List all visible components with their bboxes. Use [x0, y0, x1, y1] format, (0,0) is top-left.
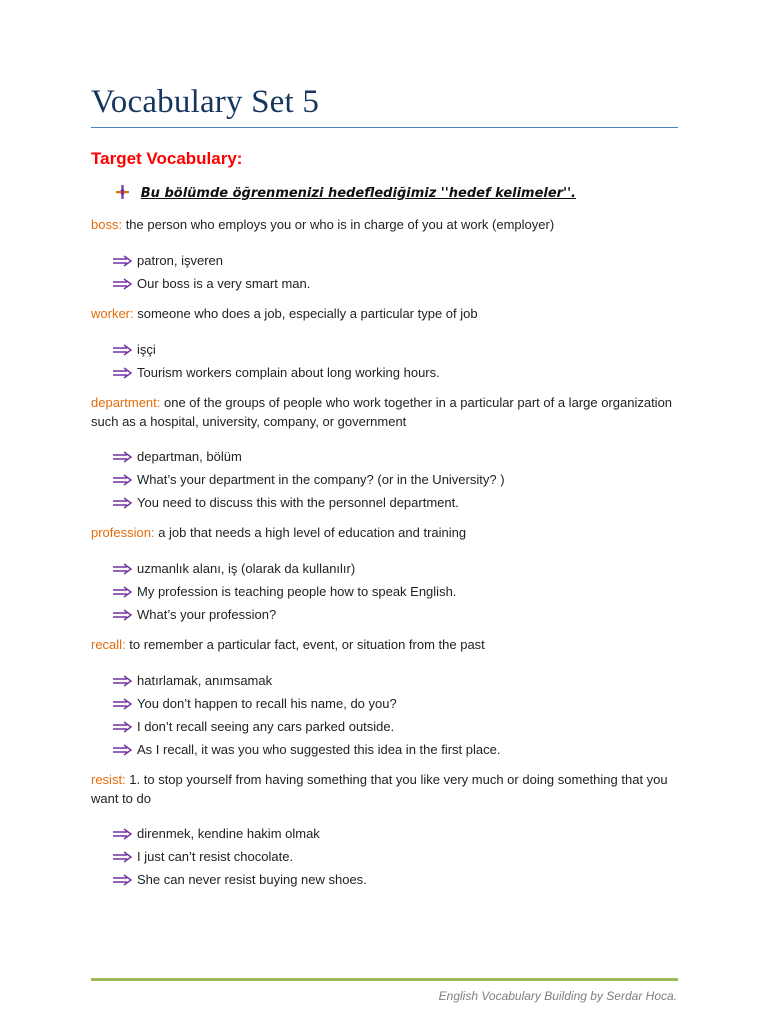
entry-term: profession:: [91, 525, 155, 540]
intro-text: Bu bölümde öğrenmenizi hedeflediğimiz ''hedef kelimeler''.: [140, 186, 576, 201]
vocabulary-list: [91, 215, 681, 891]
list-item: Tourism workers complain about long working hours.: [113, 361, 681, 384]
page-title: Vocabulary Set 5: [91, 84, 320, 120]
list-item: I don’t recall seeing any cars parked outside.: [113, 715, 681, 738]
entry-definition: [91, 523, 681, 542]
double-arrow-icon: [113, 251, 133, 274]
entry-definition-text: the person who employs you or who is in charge of you at work (employer): [122, 217, 555, 232]
double-arrow-icon: [113, 694, 133, 717]
list-item: What’s your department in the company? (or in the University? ): [113, 468, 681, 491]
double-arrow-icon: [113, 671, 133, 694]
section-heading: Target Vocabulary:: [91, 149, 243, 168]
footer-text: English Vocabulary Building by Serdar Hoca.: [438, 989, 677, 1003]
example-list: [91, 445, 681, 514]
example-list: [91, 338, 681, 384]
entry-term: resist:: [91, 772, 126, 787]
vocabulary-entry-recall: [91, 635, 681, 761]
list-item: uzmanlık alanı, iş (olarak da kullanılır): [113, 557, 681, 580]
entry-definition-text: to remember a particular fact, event, or situation from the past: [125, 637, 485, 652]
double-arrow-icon: [113, 870, 133, 893]
double-arrow-icon: [113, 740, 133, 763]
list-item: I just can’t resist chocolate.: [113, 845, 681, 868]
list-item: As I recall, it was you who suggested this idea in the first place.: [113, 738, 681, 761]
list-item: What’s your profession?: [113, 603, 681, 626]
entry-term: recall:: [91, 637, 126, 652]
vocabulary-entry-profession: [91, 523, 681, 626]
example-list: [91, 249, 681, 295]
list-item: Our boss is a very smart man.: [113, 272, 681, 295]
entry-definition-text: 1. to stop yourself from having something that you like very much or doing something that you want to do: [91, 772, 668, 806]
entry-definition-text: one of the groups of people who work together in a particular part of a large organization such as a hospital, university, company, or government: [91, 395, 673, 429]
double-arrow-icon: [113, 559, 133, 582]
example-list: [91, 669, 681, 761]
list-item: direnmek, kendine hakim olmak: [113, 822, 681, 845]
entry-definition: [91, 635, 681, 654]
entry-definition: [91, 304, 681, 323]
list-item: hatırlamak, anımsamak: [113, 669, 681, 692]
list-item: You need to discuss this with the personnel department.: [113, 491, 681, 514]
entry-definition: [91, 770, 681, 808]
double-arrow-icon: [113, 340, 133, 363]
footer-divider: [91, 978, 678, 981]
example-list: [91, 557, 681, 626]
title-underline: [91, 127, 678, 128]
double-arrow-icon: [113, 363, 133, 386]
list-item: patron, işveren: [113, 249, 681, 272]
vocabulary-entry-resist: [91, 770, 681, 891]
entry-term: boss:: [91, 217, 123, 232]
double-arrow-icon: [113, 605, 133, 628]
entry-definition-text: a job that needs a high level of education and training: [154, 525, 467, 540]
list-item: işçi: [113, 338, 681, 361]
entry-definition: [91, 215, 681, 234]
list-item: She can never resist buying new shoes.: [113, 868, 681, 891]
four-point-star-bullet-icon: [116, 185, 130, 202]
example-list: [91, 822, 681, 891]
list-item: departman, bölüm: [113, 445, 681, 468]
double-arrow-icon: [113, 470, 133, 493]
double-arrow-icon: [113, 824, 133, 847]
entry-term: worker:: [91, 306, 134, 321]
intro-line: [116, 185, 576, 202]
vocabulary-entry-worker: [91, 304, 681, 384]
list-item: You don’t happen to recall his name, do you?: [113, 692, 681, 715]
list-item: My profession is teaching people how to speak English.: [113, 580, 681, 603]
double-arrow-icon: [113, 274, 133, 297]
double-arrow-icon: [113, 847, 133, 870]
double-arrow-icon: [113, 717, 133, 740]
entry-definition-text: someone who does a job, especially a particular type of job: [133, 306, 478, 321]
double-arrow-icon: [113, 493, 133, 516]
double-arrow-icon: [113, 582, 133, 605]
vocabulary-entry-boss: [91, 215, 681, 295]
double-arrow-icon: [113, 447, 133, 470]
entry-term: department:: [91, 395, 161, 410]
vocabulary-entry-department: [91, 393, 681, 514]
entry-definition: [91, 393, 681, 431]
